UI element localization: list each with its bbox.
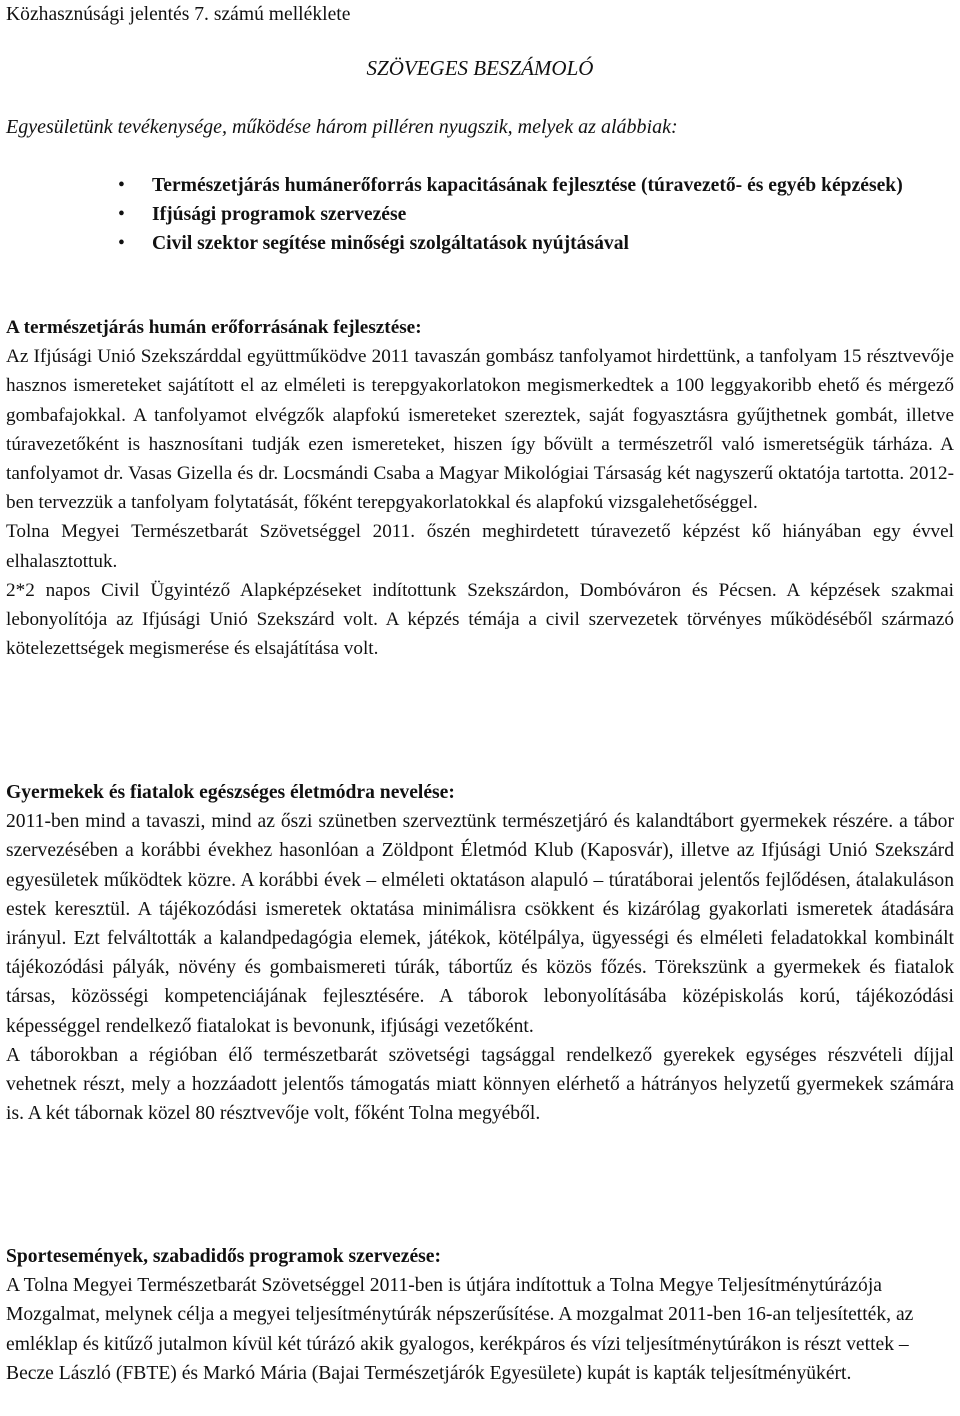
intro-sentence: Egyesületünk tevékenysége, működése három pilléren nyugszik, melyek az alábbiak:	[6, 116, 678, 138]
pillar-list	[0, 171, 960, 259]
section-heading: Gyermekek és fiatalok egészséges életmódra nevelése:	[6, 782, 455, 803]
section-healthy-lifestyle	[6, 778, 954, 1128]
section-paragraph: 2011-ben mind a tavaszi, mind az őszi szünetben szerveztünk természetjáró és kalandtábort gyermekek részére. a tábor szervezésében a korábbi évekhez hasonlóan a Zöldpont Életmód Klub (Kaposvár), illetve az Ifjúsági Unió Szekszárd egyesületek működtek közre. A korábbi évek – elméleti oktatáson alapuló – túratáborai jelentős fejlődésen, átalakuláson estek keresztül. A tájékozódási ismeretek oktatása minimálisra csökkent és kizárólag gyakorlati ismeretek átadására irányul. Ezt felváltották a kalandpedagógia elemek, játékok, kötélpálya, ügyességi és elméleti feladatokkal kombinált tájékozódási pályák, növény és gombaismereti túrák, tábortűz és közös főzés. Törekszünk a gyermekek és fiatalok társas, közösségi kompetenciájának fejlesztésére. A táborok lebonyolításába középiskolás korú, tájékozódási képességgel rendelkező fiatalokat is bevonunk, ifjúsági vezetőként.	[6, 811, 954, 1037]
document-title: SZÖVEGES BESZÁMOLÓ	[366, 56, 594, 80]
section-heading: A természetjárás humán erőforrásának fejlesztése:	[6, 317, 422, 338]
section-heading: Sportesemények, szabadidős programok szervezése:	[6, 1246, 441, 1267]
pillar-text: Civil szektor segítése minőségi szolgáltatások nyújtásával	[152, 233, 629, 255]
section-sports-events	[6, 1242, 954, 1388]
section-paragraph: 2*2 napos Civil Ügyintéző Alapképzéseket indítottunk Szekszárdon, Dombóváron és Pécsen. A képzések szakmai lebonyolítója az Ifjúsági Unió Szekszárd volt. A képzés témája a civil szervezetek törvényes működéséből származó kötelezettségek megismerése és elsajátítása volt.	[6, 579, 954, 660]
bullet-icon: •	[118, 175, 125, 196]
pillar-text: Természetjárás humánerőforrás kapacitásának fejlesztése (túravezető- és egyéb képzések)	[152, 175, 903, 196]
pillar-item	[0, 229, 960, 258]
bullet-icon: •	[118, 233, 125, 255]
bullet-icon: •	[118, 204, 125, 226]
pillar-item	[0, 200, 960, 229]
section-human-resources	[6, 313, 954, 663]
pillar-text: Ifjúsági programok szervezése	[152, 204, 407, 226]
annex-label: Közhasznúsági jelentés 7. számú melléklete	[6, 4, 351, 25]
section-paragraph: Az Ifjúsági Unió Szekszárddal együttműködve 2011 tavaszán gombász tanfolyamot hirdettünk, a tanfolyam 15 résztvevője hasznos ismereteket sajátított el az elméleti is terepgyakorlatokon megismerkedtek a 100 leggyakoribb ehető és mérgező gombafajokkal. A tanfolyamot elvégzők alapfokú ismereteket szereztek, saját fogyasztásra gyűjthetnek gombát, illetve túravezetőként is hasznosítani tudják ezen ismereteket, hiszen így bővült a természetről való ismeretségük tárháza. A tanfolyamot dr. Vasas Gizella és dr. Locsmándi Csaba a Magyar Mikológiai Társaság két nagyszerű oktatója tartotta. 2012-ben tervezzük a tanfolyam folytatását, főként terepgyakorlatokkal és alapfokú vizsgalehetőséggel.	[6, 346, 954, 514]
pillar-item	[0, 171, 960, 200]
section-paragraph: A táborokban a régióban élő természetbarát szövetségi tagsággal rendelkező gyerekek egységes részvételi díjjal vehetnek részt, mely a hozzáadott jelentős támogatás miatt könnyen elérhető a hátrányos helyzetű gyermekek számára is. A két tábornak közel 80 résztvevője volt, főként Tolna megyéből.	[6, 1044, 954, 1125]
section-paragraph: A Tolna Megyei Természetbarát Szövetséggel 2011-ben is útjára indítottuk a Tolna Megye Teljesítménytúrázója Mozgalmat, melynek célja a megyei teljesítménytúrák népszerűsítése. A mozgalmat 2011-ben 16-an teljesítették, az emléklap és kitűző jutalmon kívül két túrázó akik gyalogos, kerékpáros és vízi teljesítménytúrákon is részt vettek – Becze László (FBTE) és Markó Mária (Bajai Természetjárók Egyesülete) kupát is kapták teljesítményükért.	[6, 1275, 914, 1384]
section-paragraph: Tolna Megyei Természetbarát Szövetséggel 2011. őszén meghirdetett túravezető képzést kő hiányában egy évvel elhalasztottuk.	[6, 521, 954, 572]
